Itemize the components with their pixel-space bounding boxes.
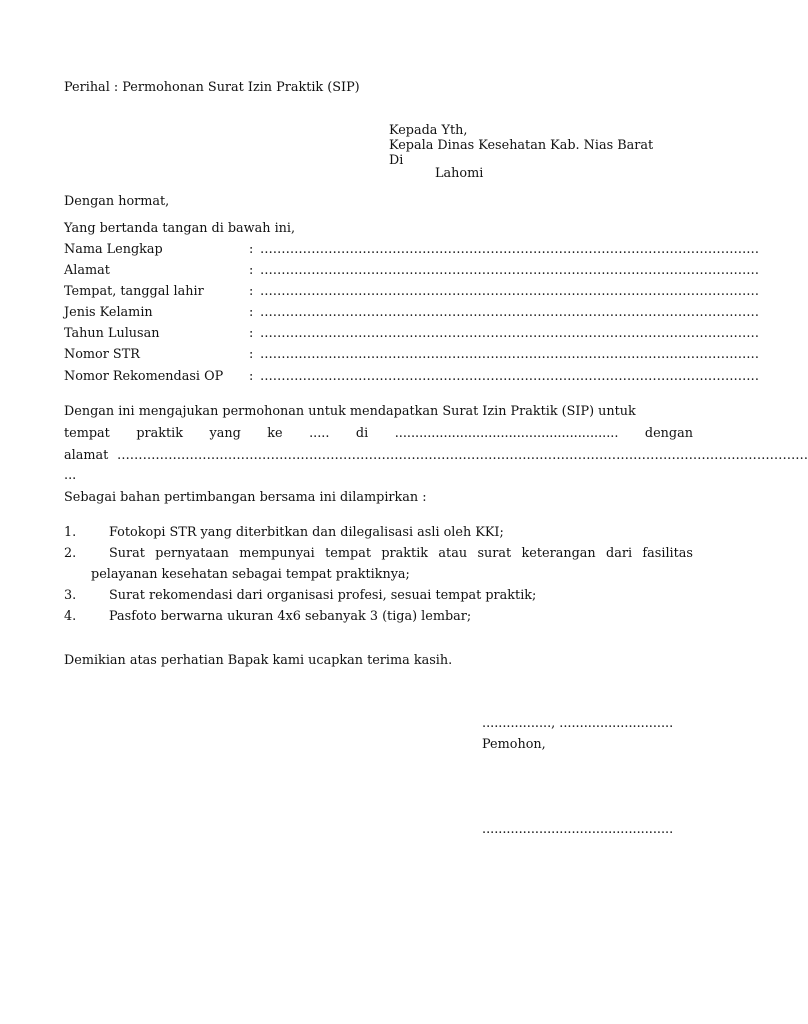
word: fasilitas (642, 546, 693, 561)
list-number: 2. (64, 546, 77, 561)
word: praktik (381, 546, 429, 561)
list-text: Fotokopi STR yang diterbitkan dan dilegalisasi asli oleh KKI; (109, 525, 504, 540)
field-colon: : (249, 347, 254, 362)
field-label: Nomor Rekomendasi OP (64, 369, 224, 384)
request-paragraph-line4: ... (64, 468, 77, 483)
word: tempat (325, 546, 371, 561)
field-colon: : (249, 305, 254, 320)
field-blank: ……………………………………………………………………………………………………… (260, 369, 760, 384)
field-blank: ……………………………………………………………………………………………………… (260, 242, 760, 257)
word: dengan (644, 426, 693, 441)
place-date-blank: ................., ............................ (482, 716, 674, 731)
list-number: 4. (64, 609, 77, 624)
list-text: Pasfoto berwarna ukuran 4x6 sebanyak 3 (tiga) lembar; (109, 609, 472, 624)
word: keterangan (521, 546, 596, 561)
field-blank: ……………………………………………………………………………………………………… (260, 263, 760, 278)
recipient-office: Kepala Dinas Kesehatan Kab. Nias Barat (389, 138, 654, 153)
list-text: Surat rekomendasi dari organisasi profesi, sesuai tempat praktik; (109, 588, 537, 603)
word: ke (267, 426, 283, 441)
request-paragraph-line1: Dengan ini mengajukan permohonan untuk mendapatkan Surat Izin Praktik (SIP) untuk (64, 404, 636, 419)
field-colon: : (249, 263, 254, 278)
field-blank: ……………………………………………………………………………………………………… (260, 284, 760, 299)
field-label: Tahun Lulusan (64, 326, 160, 341)
recipient-salutation: Kepada Yth, (389, 123, 468, 138)
field-label: Tempat, tanggal lahir (64, 284, 204, 299)
order-blank: ..... (309, 426, 330, 441)
field-colon: : (249, 369, 254, 384)
field-label: Jenis Kelamin (64, 305, 153, 320)
field-label: Nama Lengkap (64, 242, 163, 257)
word: atau (438, 546, 468, 561)
list-text-continuation: pelayanan kesehatan sebagai tempat praktiknya; (91, 567, 410, 582)
word: pernyataan (155, 546, 229, 561)
word: surat (477, 546, 512, 561)
word: Surat (109, 546, 145, 561)
alamat-word: alamat (64, 448, 109, 463)
field-colon: : (249, 242, 254, 257)
list-number: 3. (64, 588, 77, 603)
closing-text: Demikian atas perhatian Bapak kami ucapkan terima kasih. (64, 653, 453, 668)
field-blank: ……………………………………………………………………………………………………… (260, 305, 760, 320)
word: dari (606, 546, 633, 561)
field-blank: ……………………………………………………………………………………………………… (260, 347, 760, 362)
recipient-di: Di (389, 153, 404, 168)
field-colon: : (249, 284, 254, 299)
list-text (109, 546, 693, 562)
attachments-intro: Sebagai bahan pertimbangan bersama ini dilampirkan : (64, 490, 427, 505)
field-label: Alamat (64, 263, 110, 278)
signer-role: Pemohon, (482, 737, 546, 752)
list-number: 1. (64, 525, 77, 540)
word: yang (209, 426, 241, 441)
word: mempunyai (239, 546, 315, 561)
intro-text: Yang bertanda tangan di bawah ini, (64, 221, 296, 236)
address-blank: ……………………………………………………………………………………………………………………………………………… (117, 448, 808, 463)
recipient-city: Lahomi (435, 166, 484, 181)
signature-line: ............................................... (482, 822, 674, 837)
place-blank: ....................................................... (394, 426, 619, 441)
subject-line: Perihal : Permohonan Surat Izin Praktik (SIP) (64, 80, 360, 95)
field-colon: : (249, 326, 254, 341)
word: tempat (64, 426, 110, 441)
field-blank: ……………………………………………………………………………………………………… (260, 326, 760, 341)
request-paragraph-line2 (64, 426, 693, 442)
word: di (355, 426, 369, 441)
greeting: Dengan hormat, (64, 194, 170, 209)
field-label: Nomor STR (64, 347, 140, 362)
word: praktik (136, 426, 183, 441)
